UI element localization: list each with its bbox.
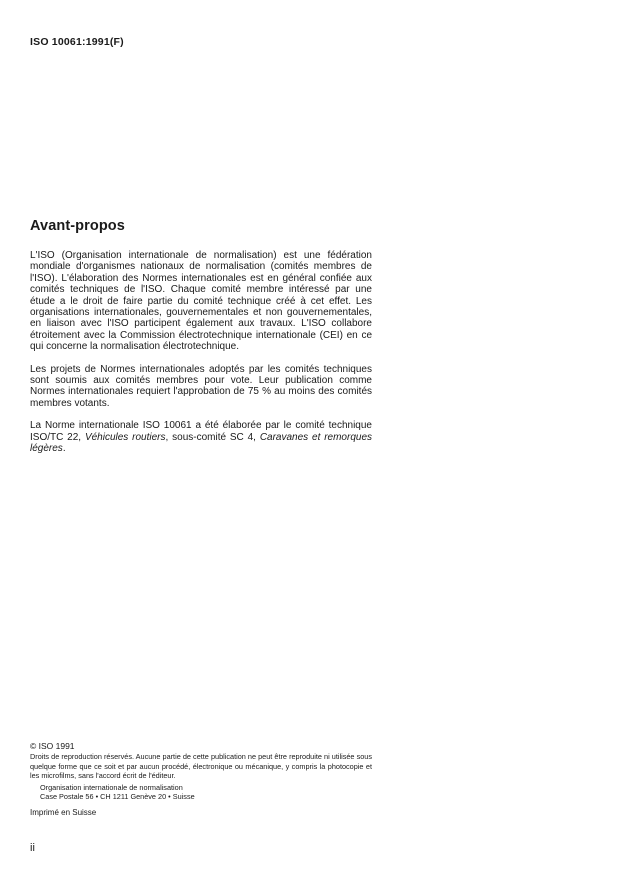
paragraph-iso-description: L'ISO (Organisation internationale de normalisation) est une fédération mondiale d'organismes nationaux de normalisation (comités membres de l'ISO). L'élaboration des Normes internationales est en général confiée aux comités techniques de l'ISO. Chaque comité membre intéressé par une étude a le droit de faire partie du comité technique créé à cet effet. Les organisations internationales, gouvernementales et non gouvernementales, en liaison avec l'ISO participent également aux travaux. L'ISO collabore étroitement avec la Commission électrotechnique internationale (CEI) en ce qui concerne la normalisation électrotechnique. [30, 250, 372, 353]
printed-in: Imprimé en Suisse [30, 807, 97, 817]
paragraph-voting: Les projets de Normes internationales adoptés par les comités techniques sont soumis aux comités membres pour vote. Leur publication comme Normes internationales requiert l'approbation de 75 % au moins des comités membres votants. [30, 363, 372, 409]
committee-text-mid: , sous-comité SC 4, [165, 431, 260, 443]
committee-text-start: La Norme internationale ISO 10061 a été élaborée par le comité technique ISO/TC 22, [30, 420, 372, 443]
paragraph-committee [30, 420, 372, 454]
copyright-rights: Droits de reproduction réservés. Aucune partie de cette publication ne peut être reproduite ni utilisée sous quelque forme que ce soit et par aucun procédé, électronique ou mécanique, y compris la photocopie et les microfilms, sans l'accord écrit de l'éditeur. [30, 752, 372, 780]
document-reference: ISO 10061:1991(F) [30, 36, 124, 48]
copyright-year: © ISO 1991 [30, 741, 75, 751]
committee-text-end: . [62, 443, 66, 455]
page-number: ii [30, 842, 35, 854]
subcommittee-name: Caravanes et remorques légères [30, 431, 373, 455]
committee-name: Véhicules routiers [84, 431, 166, 443]
publisher-name: Organisation internationale de normalisation [40, 783, 183, 793]
copyright-block [30, 742, 372, 817]
publisher-postal-address: Case Postale 56 • CH 1211 Genève 20 • Suisse [40, 792, 195, 802]
section-title: Avant-propos [30, 218, 125, 234]
foreword-body [30, 250, 372, 466]
publisher-address [30, 783, 372, 802]
